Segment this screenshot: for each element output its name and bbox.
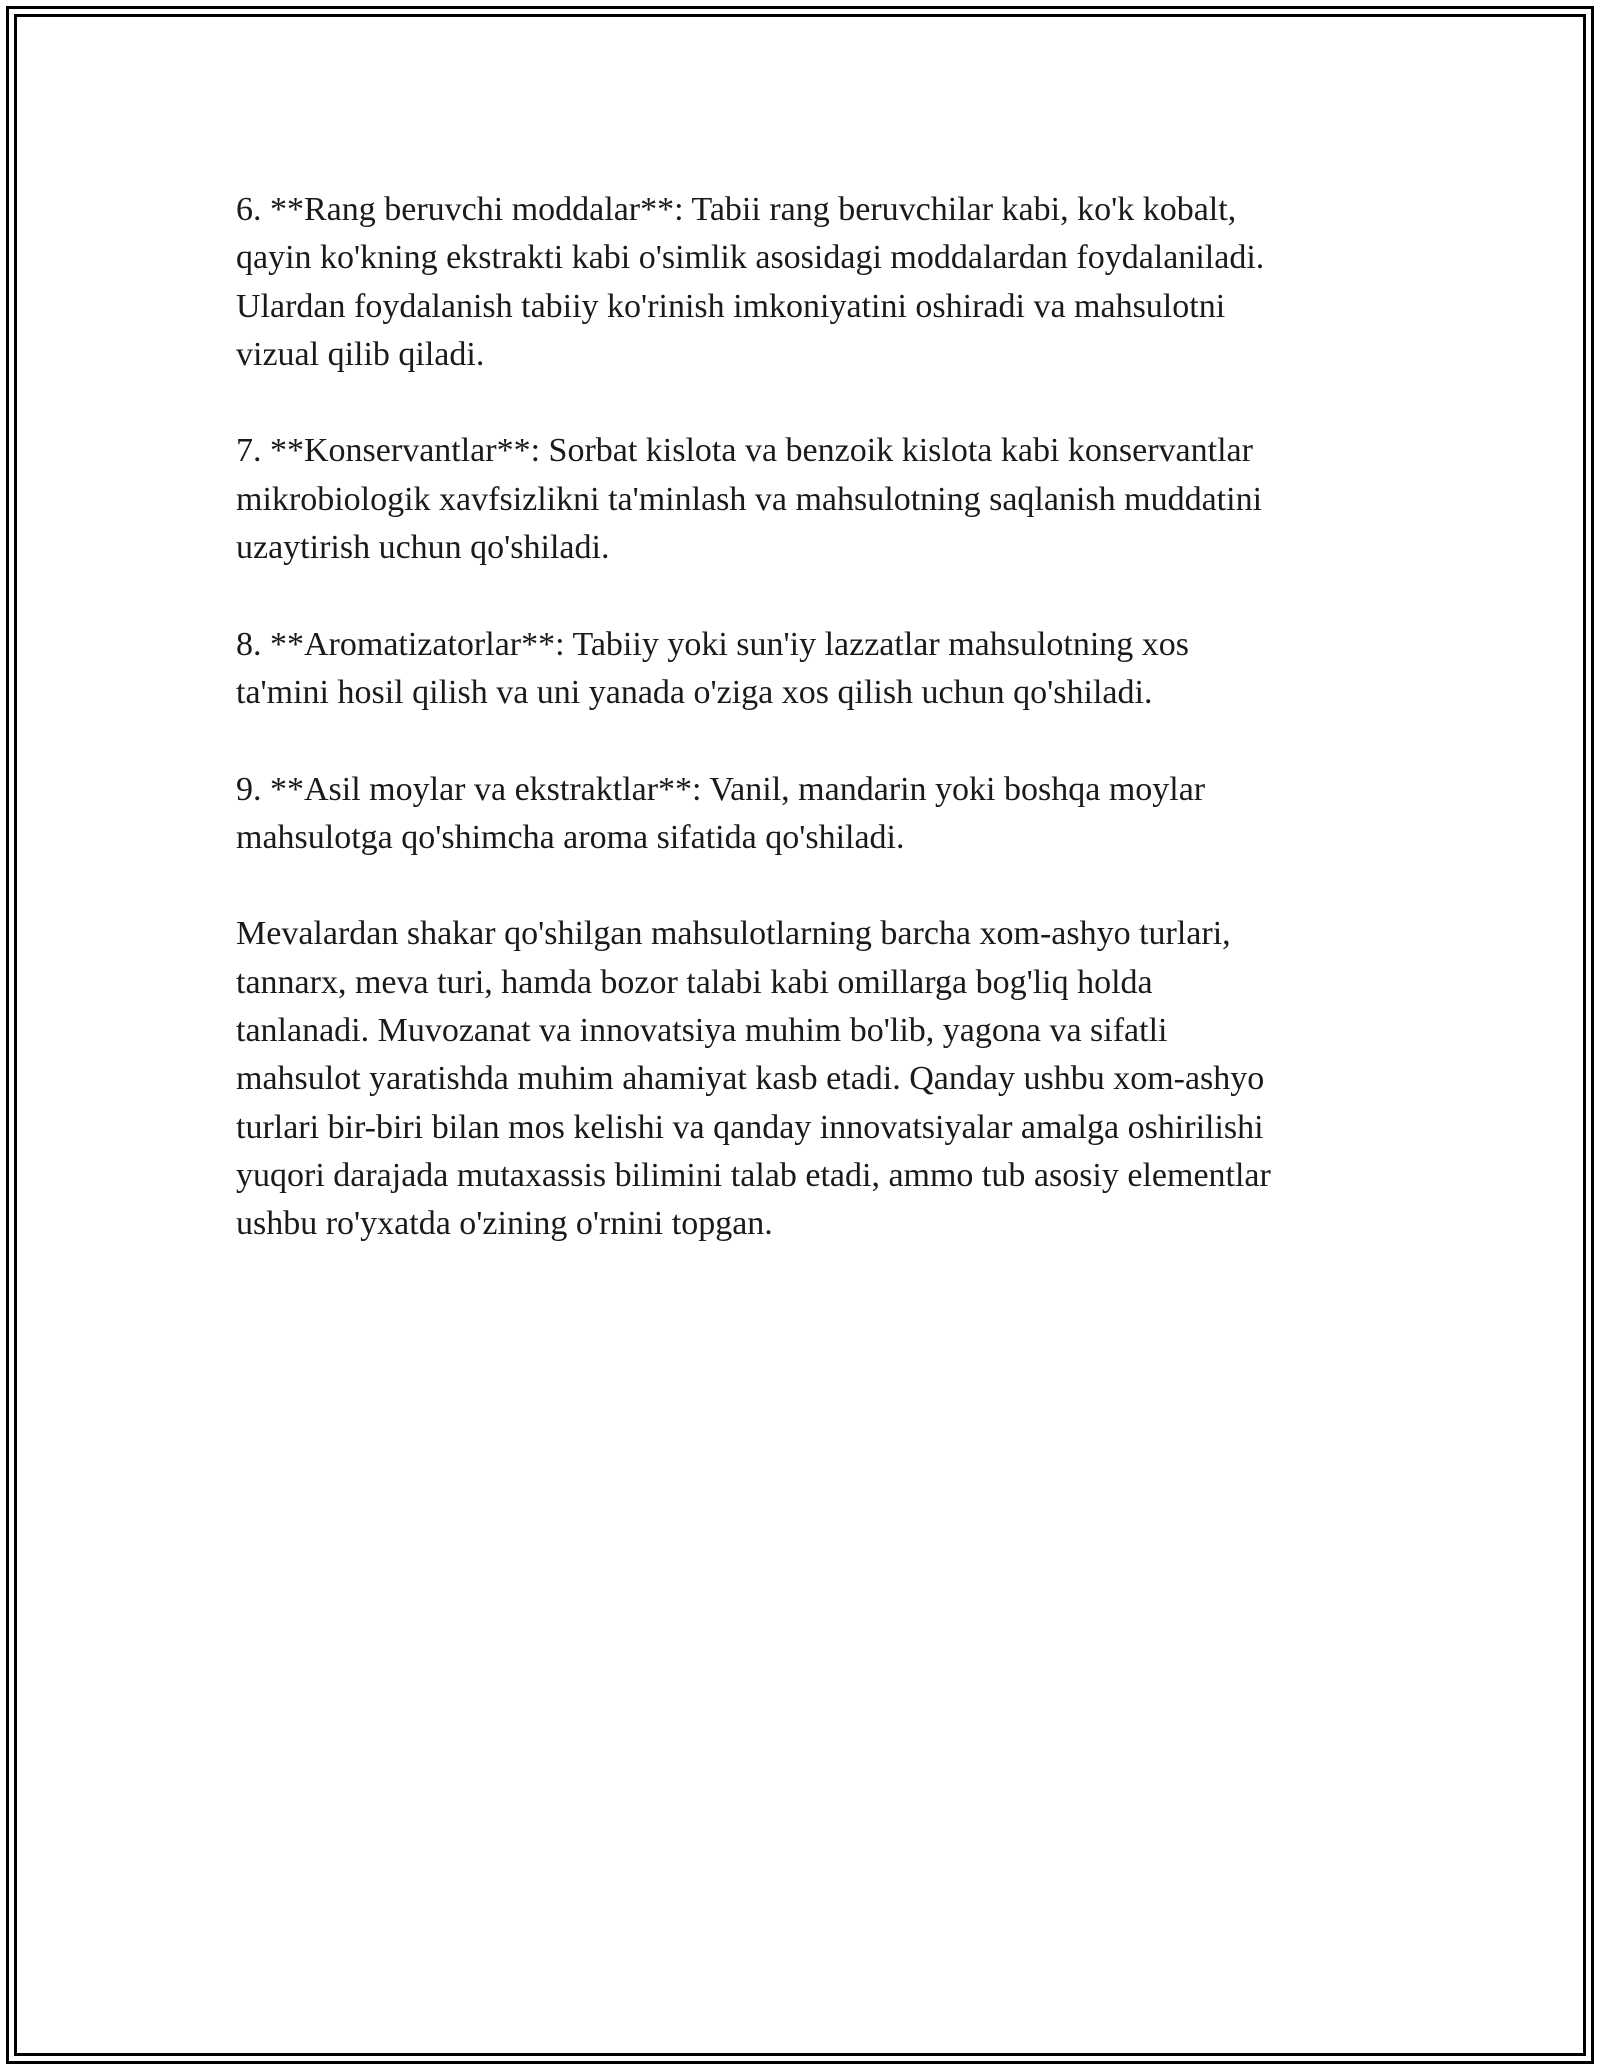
paragraph-flavorings: 8. **Aromatizatorlar**: Tabiiy yoki sun'iy lazzatlar mahsulotning xos ta'mini hosil qilish va uni yanada o'ziga xos qilish uchun qo'shiladi.	[236, 625, 1190, 711]
paragraph-preservatives: 7. **Konservantlar**: Sorbat kislota va benzoik kislota kabi konservantlar mikrobiologik xavfsizlikni ta'minlash va mahsulotning saqlanish muddatini uzaytirish uchun qo'shiladi.	[236, 432, 1263, 567]
paragraph-colorants: 6. **Rang beruvchi moddalar**: Tabii rang beruvchilar kabi, ko'k kobalt, qayin ko'kning ekstrakti kabi o'simlik asosidagi moddalardan foydalaniladi. Ulardan foydalanish tabiiy ko'rinish imkoniyatini oshiradi va mahsulotni vizual qilib qiladi.	[236, 191, 1265, 373]
document-body	[236, 186, 1366, 1297]
paragraph-essential-oils: 9. **Asil moylar va ekstraktlar**: Vanil, mandarin yoki boshqa moylar mahsulotga qo'shimcha aroma sifatida qo'shiladi.	[236, 770, 1206, 856]
paragraph-conclusion: Mevalardan shakar qo'shilgan mahsulotlarning barcha xom-ashyo turlari, tannarx, meva turi, hamda bozor talabi kabi omillarga bog'liq holda tanlanadi. Muvozanat va innovatsiya muhim bo'lib, yagona va sifatli mahsulot yaratishda muhim ahamiyat kasb etadi. Qanday ushbu xom-ashyo turlari bir-biri bilan mos kelishi va qanday innovatsiyalar amalga oshirilishi yuqori darajada mutaxassis bilimini talab etadi, ammo tub asosiy elementlar ushbu ro'yxatda o'zining o'rnini topgan.	[236, 915, 1271, 1243]
